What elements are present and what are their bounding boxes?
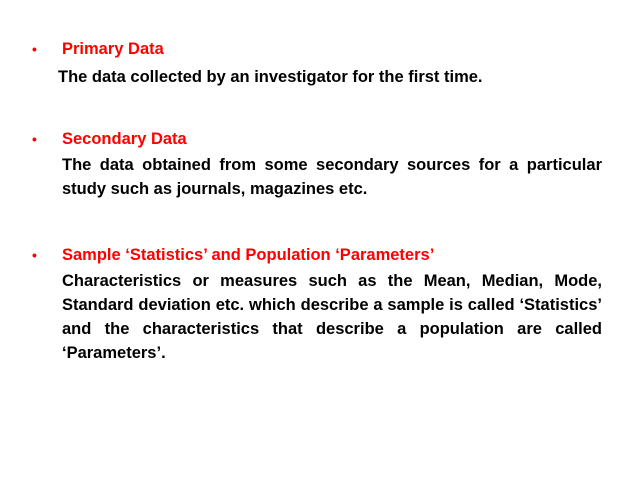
section-body: The data obtained from some secondary sources for a particular study such as journals, magazines etc. <box>62 156 602 198</box>
bullet-row <box>28 128 602 150</box>
section-body: Characteristics or measures such as the Mean, Median, Mode, Standard deviation etc. which describe a sample is called ‘Statistics’ and the characteristics that describe a population are called ‘Parameters’. <box>62 272 602 362</box>
section-body: The data collected by an investigator for the first time. <box>58 68 483 86</box>
section-heading: Sample ‘Statistics’ and Population ‘Parameters’ <box>62 246 435 264</box>
bullet-icon: • <box>32 131 37 147</box>
bullet-row <box>28 244 602 266</box>
section-secondary-data <box>28 128 602 201</box>
section-primary-data <box>28 38 602 89</box>
section-heading: Primary Data <box>62 40 164 58</box>
bullet-row <box>28 38 602 60</box>
bullet-icon: • <box>32 247 37 263</box>
bullet-icon: • <box>32 41 37 57</box>
section-statistics-parameters <box>28 244 602 365</box>
section-heading: Secondary Data <box>62 130 187 148</box>
